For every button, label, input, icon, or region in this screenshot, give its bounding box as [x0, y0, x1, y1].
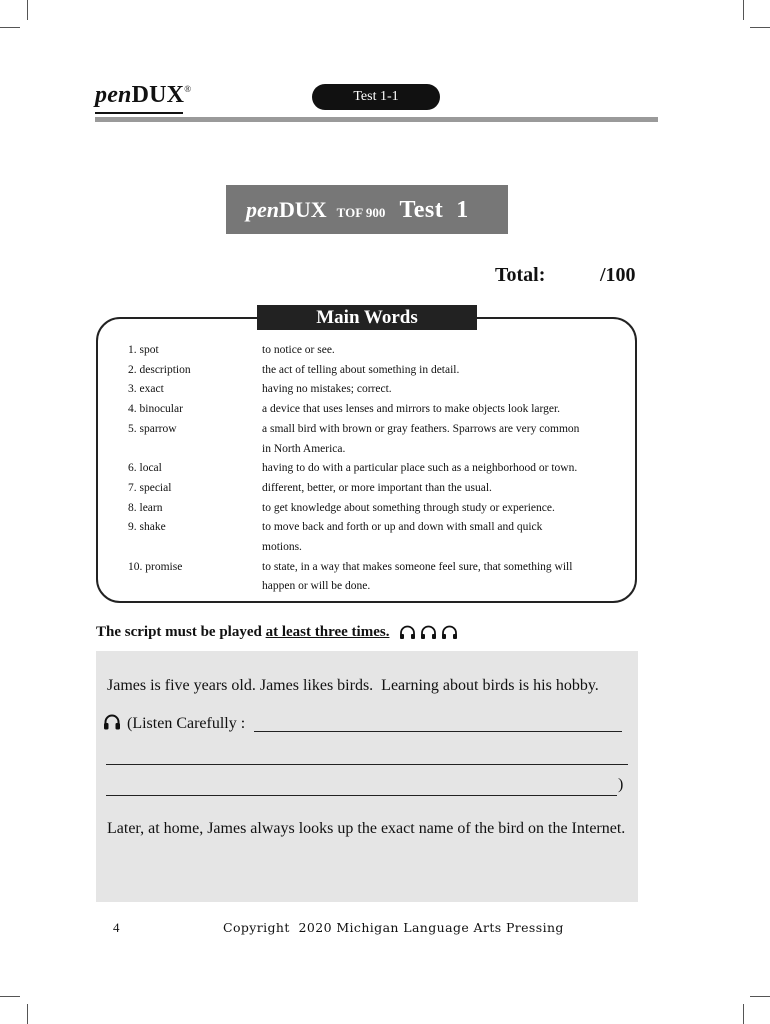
word-term: 7. special [128, 481, 172, 494]
brand-logo [95, 82, 191, 109]
word-term: 4. binocular [128, 403, 183, 416]
word-term [128, 577, 262, 597]
crop-mark [743, 1004, 744, 1024]
word-row [128, 558, 618, 578]
word-term: 5. sparrow [128, 422, 177, 435]
word-row [128, 420, 618, 440]
word-definition: in North America. [262, 442, 346, 455]
crop-mark [750, 996, 770, 997]
listen-carefully-line [103, 713, 245, 733]
crop-mark [0, 996, 20, 997]
answer-blank-2[interactable] [106, 764, 628, 765]
word-row [128, 479, 618, 499]
word-term [128, 538, 262, 558]
word-term: 3. exact [128, 383, 164, 396]
word-definition: happen or will be done. [262, 580, 371, 593]
main-words-title: Main Words [257, 305, 477, 330]
word-row [128, 518, 618, 538]
script-instruction [96, 624, 458, 641]
word-definition: the act of telling about something in detail. [262, 363, 460, 376]
word-row [128, 440, 618, 460]
answer-blank-3[interactable] [106, 795, 617, 796]
word-row [128, 499, 618, 519]
crop-mark [743, 0, 744, 20]
header-divider [95, 117, 658, 122]
word-definition: having to do with a particular place such as a neighborhood or town. [262, 462, 578, 475]
page-number: 4 [113, 920, 120, 935]
logo-pen: pen [95, 82, 132, 108]
word-definition: to state, in a way that makes someone feel sure, that something will [262, 560, 573, 573]
crop-mark [0, 27, 20, 28]
title-logo-dux: DUX [279, 197, 327, 222]
title-test-number: Test 1 [399, 197, 469, 223]
word-definition: having no mistakes; correct. [262, 383, 392, 396]
word-term: 2. description [128, 363, 191, 376]
title-subtitle: TOF 900 [336, 205, 386, 220]
listen-carefully-label: (Listen Carefully : [127, 715, 246, 732]
word-row [128, 341, 618, 361]
crop-mark [27, 0, 28, 20]
script-instruction-prefix: The script must be played [96, 624, 266, 640]
word-term: 9. shake [128, 521, 166, 534]
headphones-icon [103, 713, 121, 731]
title-logo [246, 197, 327, 222]
closing-paren: ) [618, 776, 624, 793]
listening-sentence-1: James is five years old. James likes birds. Learning about birds is his hobby. [107, 677, 599, 694]
word-definition: different, better, or more important than the usual. [262, 481, 492, 494]
word-term [128, 440, 262, 460]
word-term: 10. promise [128, 560, 183, 573]
title-logo-pen: pen [246, 197, 279, 222]
script-instruction-emphasis: at least three times. [265, 624, 390, 640]
word-definition: to notice or see. [262, 344, 335, 356]
word-definition: to move back and forth or up and down with small and quick [262, 521, 543, 534]
word-row [128, 380, 618, 400]
logo-underline [95, 112, 183, 114]
word-definition: motions. [262, 541, 302, 554]
word-row [128, 459, 618, 479]
headphones-icon [441, 625, 458, 640]
word-row [128, 361, 618, 381]
word-row [128, 577, 618, 597]
headphones-icon [420, 625, 437, 640]
total-label: Total: [495, 264, 546, 286]
listening-sentence-2: Later, at home, James always looks up the exact name of the bird on the Internet. [107, 820, 626, 837]
word-term: 8. learn [128, 501, 163, 514]
answer-blank-1[interactable] [254, 731, 622, 732]
word-term: 6. local [128, 462, 162, 475]
word-row [128, 538, 618, 558]
logo-registered: ® [184, 84, 192, 94]
word-definition: a small bird with brown or gray feathers. Sparrows are very common [262, 422, 580, 435]
crop-mark [27, 1004, 28, 1024]
word-row [128, 400, 618, 420]
word-term: 1. spot [128, 344, 159, 356]
test-title-box [226, 185, 508, 234]
word-definition: a device that uses lenses and mirrors to make objects look larger. [262, 403, 561, 416]
word-definition: to get knowledge about something through study or experience. [262, 501, 555, 514]
total-value: /100 [600, 264, 636, 286]
headphones-icon [399, 625, 416, 640]
crop-mark [750, 27, 770, 28]
test-label-badge: Test 1-1 [312, 84, 440, 110]
headphones-icon-group [399, 624, 458, 641]
logo-dux: DUX [131, 82, 185, 108]
main-words-list [128, 341, 618, 597]
copyright-notice: Copyright 2020 Michigan Language Arts Pressing [223, 920, 564, 935]
